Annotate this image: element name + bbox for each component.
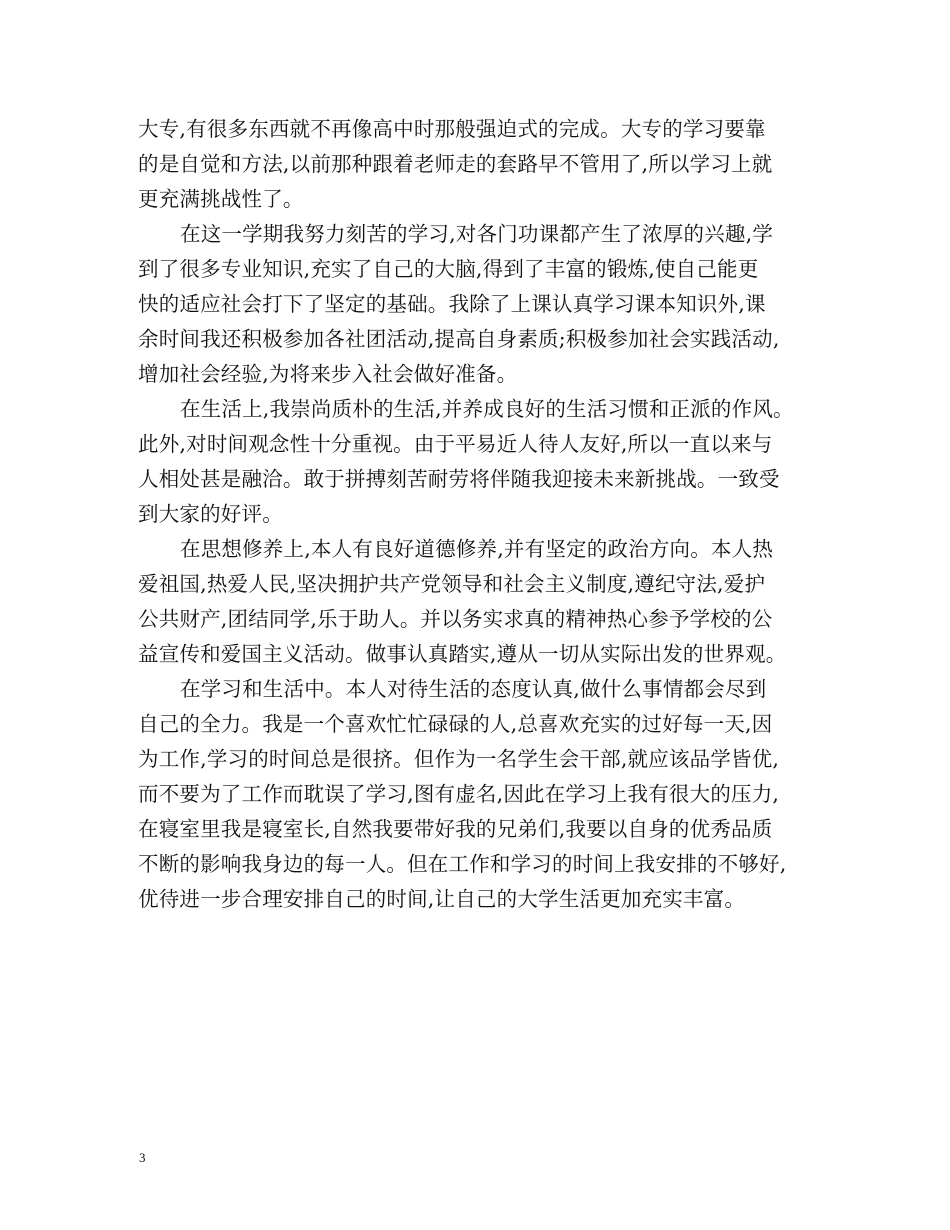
text-line: 公共财产,团结同学,乐于助人。并以务实求真的精神热心参予学校的公: [138, 607, 773, 631]
text-line: 爱祖国,热爱人民,坚决拥护共产党领导和社会主义制度,遵纪守法,爱护: [138, 572, 766, 596]
text-line: 人相处甚是融洽。敢于拼搏刻苦耐劳将伴随我迎接未来新挑战。一致受: [138, 467, 780, 491]
text-line: 到大家的好评。: [138, 502, 283, 526]
paragraph-first-line: 在思想修养上,本人有良好道德修养,并有坚定的政治方向。本人热: [180, 537, 774, 561]
text-line: 为工作,学习的时间总是很挤。但作为一名学生会干部,就应该品学皆优,: [138, 747, 780, 771]
text-line: 增加社会经验,为将来步入社会做好准备。: [138, 362, 518, 386]
text-line: 快的适应社会打下了坚定的基础。我除了上课认真学习课本知识外,课: [138, 292, 766, 316]
text-line: 自己的全力。我是一个喜欢忙忙碌碌的人,总喜欢充实的过好每一天,因: [138, 712, 773, 736]
text-line: 余时间我还积极参加各社团活动,提高自身素质;积极参加社会实践活动,: [138, 327, 780, 351]
text-line: 更充满挑战性了。: [138, 187, 304, 211]
paragraph-first-line: 在学习和生活中。本人对待生活的态度认真,做什么事情都会尽到: [180, 677, 767, 701]
text-line: 大专,有很多东西就不再像高中时那般强迫式的完成。大专的学习要靠: [138, 117, 766, 141]
text-line: 的是自觉和方法,以前那种跟着老师走的套路早不管用了,所以学习上就: [138, 152, 773, 176]
text-line: 不断的影响我身边的每一人。但在工作和学习的时间上我安排的不够好,: [138, 852, 787, 876]
document-body: [138, 112, 818, 917]
text-line: 此外,对时间观念性十分重视。由于平易近人待人友好,所以一直以来与: [138, 432, 773, 456]
paragraph-first-line: 在生活上,我崇尚质朴的生活,并养成良好的生活习惯和正派的作风。: [180, 397, 794, 421]
page-number: 3: [139, 1150, 146, 1165]
text-line: 到了很多专业知识,充实了自己的大脑,得到了丰富的锻炼,使自己能更: [138, 257, 759, 281]
paragraph-first-line: 在这一学期我努力刻苦的学习,对各门功课都产生了浓厚的兴趣,学: [180, 222, 774, 246]
text-line: 而不要为了工作而耽误了学习,图有虚名,因此在学习上我有很大的压力,: [138, 782, 780, 806]
text-line: 益宣传和爱国主义活动。做事认真踏实,遵从一切从实际出发的世界观。: [138, 642, 787, 666]
text-line: 优待进一步合理安排自己的时间,让自己的大学生活更加充实丰富。: [138, 887, 746, 911]
text-line: 在寝室里我是寝室长,自然我要带好我的兄弟们,我要以自身的优秀品质: [138, 817, 773, 841]
